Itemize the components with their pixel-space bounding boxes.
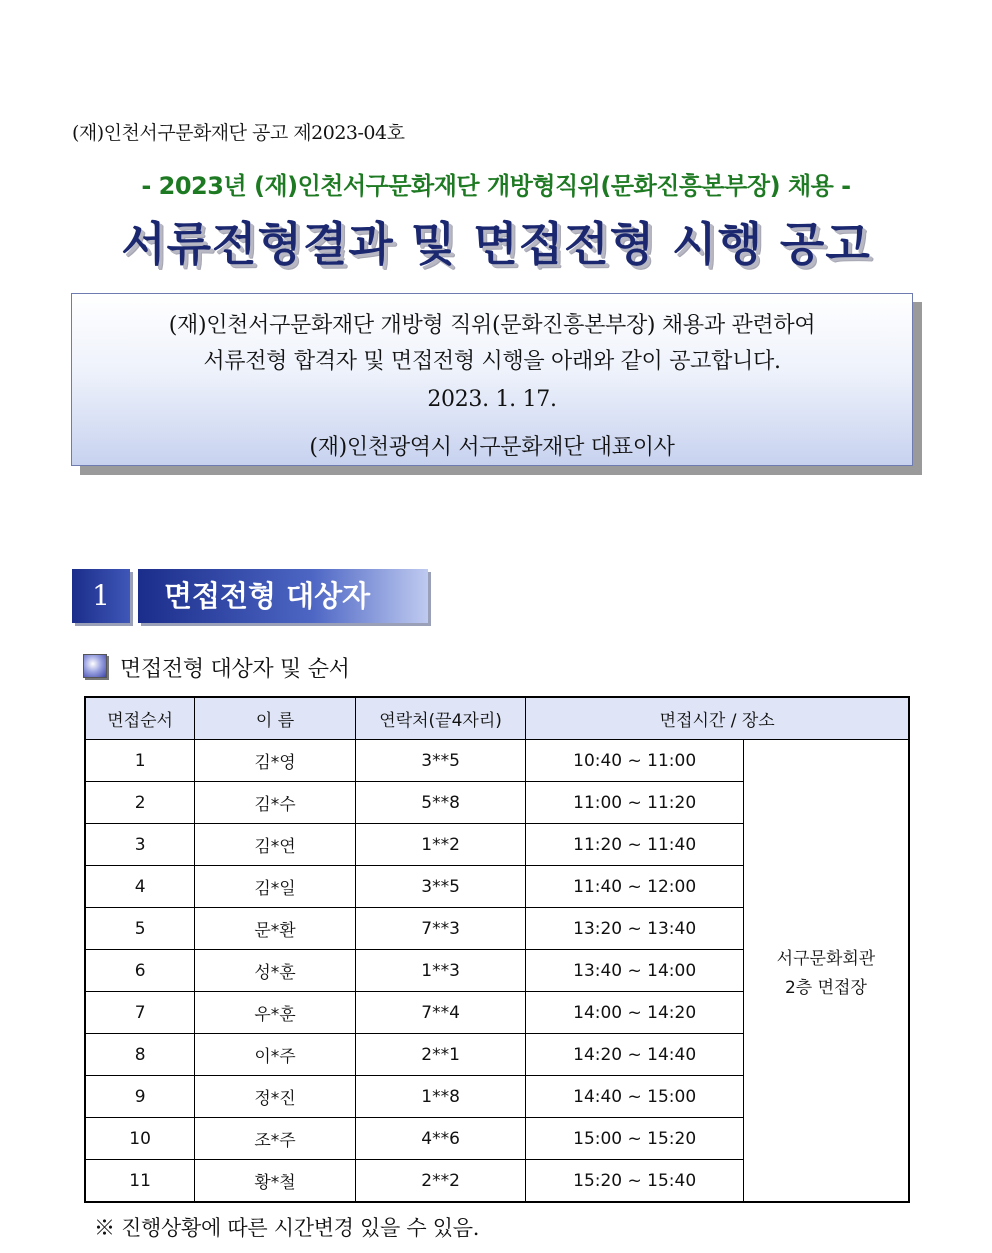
cell-contact: 7**4: [355, 992, 526, 1034]
cell-time: 11:00 ~ 11:20: [526, 782, 744, 824]
cell-contact: 1**3: [355, 950, 526, 992]
cell-time: 11:20 ~ 11:40: [526, 824, 744, 866]
location-line-1: 서구문화회관: [776, 948, 876, 969]
announcement-date: 2023. 1. 17.: [427, 387, 557, 412]
square-bullet-icon: [83, 654, 107, 678]
cell-order: 2: [85, 782, 195, 824]
cell-order: 11: [85, 1160, 195, 1203]
cell-name: 문*환: [195, 908, 356, 950]
announcement-line-1: (재)인천서구문화재단 개방형 직위(문화진흥본부장) 채용과 관련하여: [168, 313, 816, 338]
section-title: 면접전형 대상자: [138, 569, 428, 623]
subsection-label: 면접전형 대상자 및 순서: [120, 657, 350, 682]
cell-name: 조*주: [195, 1118, 356, 1160]
cell-name: 우*훈: [195, 992, 356, 1034]
cell-order: 6: [85, 950, 195, 992]
cell-time: 14:00 ~ 14:20: [526, 992, 744, 1034]
cell-name: 정*진: [195, 1076, 356, 1118]
section-number: 1: [72, 569, 130, 623]
cell-contact: 4**6: [355, 1118, 526, 1160]
cell-time: 14:40 ~ 15:00: [526, 1076, 744, 1118]
cell-time: 13:20 ~ 13:40: [526, 908, 744, 950]
header-time-place: 면접시간 / 장소: [526, 697, 909, 740]
cell-order: 4: [85, 866, 195, 908]
header-contact: 연락처(끝4자리): [355, 697, 526, 740]
cell-order: 7: [85, 992, 195, 1034]
cell-name: 김*수: [195, 782, 356, 824]
page-title: 서류전형결과 및 면접전형 시행 공고: [121, 217, 871, 271]
announcement-box: [71, 293, 913, 466]
cell-contact: 3**5: [355, 866, 526, 908]
cell-contact: 2**1: [355, 1034, 526, 1076]
header-order: 면접순서: [85, 697, 195, 740]
cell-location: [743, 740, 909, 1203]
cell-contact: 1**2: [355, 824, 526, 866]
cell-name: 황*철: [195, 1160, 356, 1203]
cell-contact: 1**8: [355, 1076, 526, 1118]
header-name: 이 름: [195, 697, 356, 740]
cell-contact: 2**2: [355, 1160, 526, 1203]
cell-order: 8: [85, 1034, 195, 1076]
cell-order: 1: [85, 740, 195, 782]
recruitment-subtitle: - 2023년 (재)인천서구문화재단 개방형직위(문화진흥본부장) 채용 -: [141, 172, 851, 200]
table-header-row: [85, 697, 909, 740]
cell-order: 3: [85, 824, 195, 866]
footnote: ※ 진행상황에 따른 시간변경 있을 수 있음.: [94, 1216, 480, 1240]
cell-contact: 7**3: [355, 908, 526, 950]
cell-order: 9: [85, 1076, 195, 1118]
cell-name: 김*영: [195, 740, 356, 782]
cell-time: 13:40 ~ 14:00: [526, 950, 744, 992]
cell-contact: 5**8: [355, 782, 526, 824]
cell-name: 성*훈: [195, 950, 356, 992]
announcement-line-2: 서류전형 합격자 및 면접전형 시행을 아래와 같이 공고합니다.: [203, 349, 781, 374]
cell-time: 15:00 ~ 15:20: [526, 1118, 744, 1160]
cell-time: 10:40 ~ 11:00: [526, 740, 744, 782]
announcement-signer: (재)인천광역시 서구문화재단 대표이사: [309, 435, 675, 460]
cell-name: 이*주: [195, 1034, 356, 1076]
section-header: [72, 569, 432, 623]
cell-contact: 3**5: [355, 740, 526, 782]
interview-schedule-table: [84, 696, 910, 1203]
cell-order: 5: [85, 908, 195, 950]
cell-order: 10: [85, 1118, 195, 1160]
cell-time: 15:20 ~ 15:40: [526, 1160, 744, 1203]
cell-time: 11:40 ~ 12:00: [526, 866, 744, 908]
notice-number: (재)인천서구문화재단 공고 제2023-04호: [72, 122, 405, 144]
cell-name: 김*일: [195, 866, 356, 908]
cell-name: 김*연: [195, 824, 356, 866]
location-line-2: 2층 면접장: [784, 977, 867, 998]
cell-time: 14:20 ~ 14:40: [526, 1034, 744, 1076]
table-row: [85, 740, 909, 782]
